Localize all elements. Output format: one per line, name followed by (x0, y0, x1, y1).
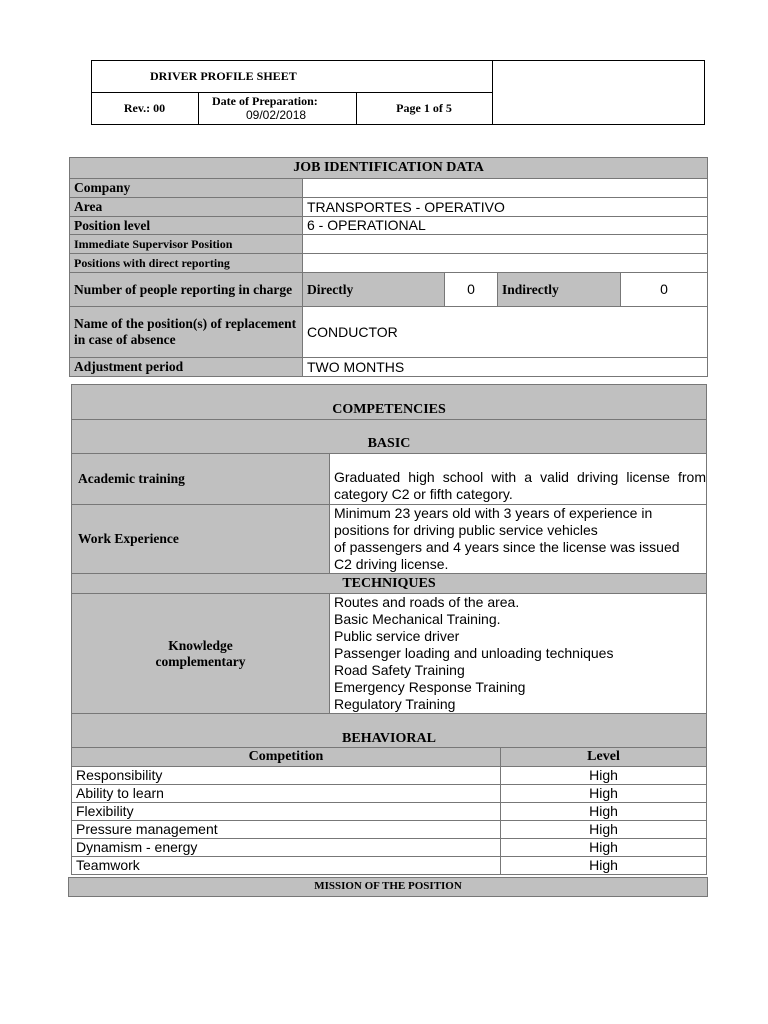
position-level-label: Position level (70, 217, 303, 235)
directly-value: 0 (445, 273, 498, 307)
knowledge-item: Road Safety Training (334, 662, 465, 678)
level-cell: High (501, 785, 707, 803)
job-identification-table (69, 157, 708, 377)
company-value (303, 179, 708, 198)
knowledge-item: Routes and roads of the area. (334, 594, 520, 610)
level-cell: High (501, 803, 707, 821)
knowledge-item: Regulatory Training (334, 696, 456, 712)
academic-training-label: Academic training (72, 454, 330, 505)
revision-label: Rev.: 00 (123, 101, 166, 115)
work-experience-label: Work Experience (72, 505, 330, 574)
knowledge-item: Emergency Response Training (334, 679, 526, 695)
date-value: 09/02/2018 (246, 108, 307, 122)
directly-label: Directly (303, 273, 445, 307)
competition-cell: Flexibility (72, 803, 501, 821)
adjustment-value: TWO MONTHS (303, 358, 708, 377)
competition-cell: Teamwork (72, 857, 501, 875)
page-number: Page 1 of 5 (396, 101, 452, 115)
replacement-value: CONDUCTOR (303, 307, 708, 358)
basic-heading (72, 420, 707, 454)
people-reporting-label: Number of people reporting in charge (70, 273, 303, 307)
level-column-header: Level (501, 748, 707, 767)
job-identification-heading: JOB IDENTIFICATION DATA (70, 158, 708, 179)
table-row (72, 785, 707, 803)
table-row (72, 857, 707, 875)
competencies-heading (72, 385, 707, 420)
direct-positions-label: Positions with direct reporting (70, 254, 303, 273)
indirectly-label: Indirectly (498, 273, 621, 307)
level-cell: High (501, 857, 707, 875)
work-experience-line: positions for driving public service vehicles (334, 522, 598, 538)
knowledge-item: Passenger loading and unloading techniques (334, 645, 614, 661)
competition-column-header: Competition (72, 748, 501, 767)
direct-positions-value (303, 254, 708, 273)
table-row (72, 803, 707, 821)
area-value: TRANSPORTES - OPERATIVO (303, 198, 708, 217)
table-row (72, 821, 707, 839)
behavioral-heading-text: BEHAVIORAL (342, 731, 436, 746)
area-label: Area (70, 198, 303, 217)
competition-cell: Pressure management (72, 821, 501, 839)
competition-cell: Dynamism - energy (72, 839, 501, 857)
academic-training-value (330, 454, 707, 505)
level-cell: High (501, 839, 707, 857)
date-label: Date of Preparation: (212, 94, 318, 108)
knowledge-label: Knowledge complementary (72, 594, 330, 714)
competition-cell: Responsibility (72, 767, 501, 785)
work-experience-value (330, 505, 707, 574)
competencies-heading-text: COMPETENCIES (332, 402, 446, 417)
table-row (72, 839, 707, 857)
document-title: DRIVER PROFILE SHEET (150, 69, 297, 83)
knowledge-item: Basic Mechanical Training. (334, 611, 501, 627)
academic-training-text: Graduated high school with a valid driving license from category C2 or fifth category. (334, 469, 706, 502)
adjustment-label: Adjustment period (70, 358, 303, 377)
supervisor-value (303, 235, 708, 254)
level-cell: High (501, 821, 707, 839)
knowledge-value (330, 594, 707, 714)
table-row (72, 767, 707, 785)
competencies-table (71, 384, 707, 875)
basic-heading-text: BASIC (367, 436, 411, 451)
behavioral-heading (72, 714, 707, 748)
header-divider (91, 92, 493, 93)
knowledge-items (334, 594, 702, 713)
techniques-heading: TECHNIQUES (72, 574, 707, 594)
work-experience-line: of passengers and 4 years since the license was issued (334, 539, 680, 555)
position-level-value: 6 - OPERATIONAL (303, 217, 708, 235)
mission-heading: MISSION OF THE POSITION (68, 877, 708, 897)
indirectly-value: 0 (621, 273, 708, 307)
competition-cell: Ability to learn (72, 785, 501, 803)
supervisor-label: Immediate Supervisor Position (70, 235, 303, 254)
header-divider (198, 92, 199, 125)
work-experience-line: Minimum 23 years old with 3 years of experience in (334, 505, 653, 521)
knowledge-item: Public service driver (334, 628, 460, 644)
company-label: Company (70, 179, 303, 198)
work-experience-line: C2 driving license. (334, 556, 449, 572)
work-experience-lines (334, 505, 706, 573)
level-cell: High (501, 767, 707, 785)
replacement-label: Name of the position(s) of replacement in case of absence (70, 307, 303, 358)
